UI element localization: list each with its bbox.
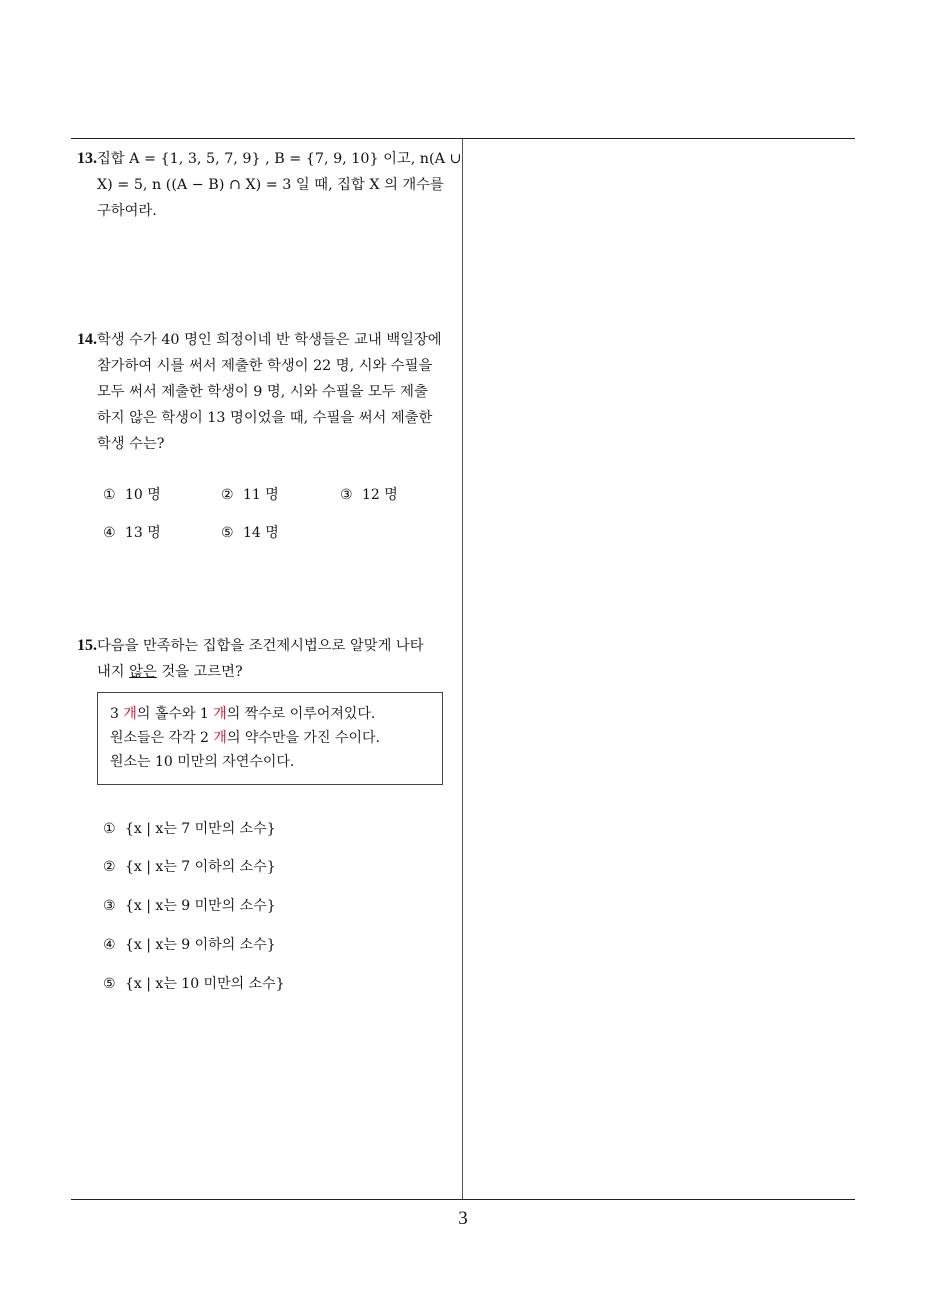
choice-mark: ③ <box>340 487 353 503</box>
choice-3[interactable] <box>103 895 276 915</box>
choice-mark: ② <box>103 859 116 875</box>
question-text-line: 학생 수는? <box>97 436 165 452</box>
choice-mark: ⑤ <box>103 976 116 992</box>
emphasis-underline: 않은 <box>129 664 157 680</box>
question-text-line: X) = 5, n ((A − B) ∩ X) = 3 일 때, 집합 X 의 개수를 <box>97 177 444 193</box>
choice-text: {x | x는 9 이하의 소수} <box>125 937 276 953</box>
condition-line-3: 원소는 10 미만의 자연수이다. <box>110 754 295 770</box>
question-number: 13. <box>77 150 97 167</box>
choice-1[interactable] <box>103 818 276 838</box>
choice-text: 11 명 <box>243 487 279 503</box>
choice-mark: ① <box>103 821 116 837</box>
question-text: 것을 고르면? <box>156 664 243 680</box>
choice-text: {x | x는 9 미만의 소수} <box>125 898 276 914</box>
question-number: 14. <box>77 331 97 348</box>
choice-text: {x | x는 7 이하의 소수} <box>125 859 276 875</box>
question-text-line: 집합 A = {1, 3, 5, 7, 9} , B = {7, 9, 10} 이고, n(A ∪ <box>97 151 462 167</box>
choice-mark: ④ <box>103 525 116 541</box>
question-text-line: 하지 않은 학생이 13 명이었을 때, 수필을 써서 제출한 <box>97 410 433 426</box>
column-divider <box>462 139 463 1200</box>
page-number: 3 <box>458 1208 468 1229</box>
condition-line-1: 3 개의 홀수와 1 개의 짝수로 이루어져있다. <box>110 706 376 722</box>
choice-mark: ② <box>221 487 234 503</box>
choice-text: {x | x는 10 미만의 소수} <box>125 976 285 992</box>
choice-2[interactable] <box>221 484 279 504</box>
choice-mark: ① <box>103 487 116 503</box>
choice-4[interactable] <box>103 934 276 954</box>
condition-box <box>97 692 443 785</box>
choice-text: 12 명 <box>362 487 398 503</box>
bottom-rule <box>71 1199 855 1200</box>
question-text: 내지 <box>97 664 130 680</box>
choice-text: 10 명 <box>125 487 161 503</box>
question-text-line: 다음을 만족하는 집합을 조건제시법으로 알맞게 나타 <box>97 638 424 654</box>
choice-text: {x | x는 7 미만의 소수} <box>125 821 276 837</box>
top-rule <box>71 138 855 139</box>
question-text-line: 모두 써서 제출한 학생이 9 명, 시와 수필을 모두 제출 <box>97 384 428 400</box>
choice-3[interactable] <box>340 484 398 504</box>
condition-line-2: 원소들은 각각 2 개의 약수만을 가진 수이다. <box>110 730 380 746</box>
choice-mark: ④ <box>103 937 116 953</box>
choice-1[interactable] <box>103 484 161 504</box>
question-13 <box>77 146 462 224</box>
question-text-line: 학생 수가 40 명인 희정이네 반 학생들은 교내 백일장에 <box>97 332 442 348</box>
choice-mark: ③ <box>103 898 116 914</box>
choice-4[interactable] <box>103 522 161 542</box>
choice-mark: ⑤ <box>221 525 234 541</box>
question-14 <box>77 327 457 457</box>
question-15 <box>77 633 457 685</box>
question-number: 15. <box>77 637 97 654</box>
choice-5[interactable] <box>221 522 279 542</box>
choice-5[interactable] <box>103 973 285 993</box>
question-text-line: 구하여라. <box>97 203 157 219</box>
choice-2[interactable] <box>103 856 276 876</box>
choice-text: 13 명 <box>125 525 161 541</box>
question-text-line: 참가하여 시를 써서 제출한 학생이 22 명, 시와 수필을 <box>97 358 433 374</box>
choice-text: 14 명 <box>243 525 279 541</box>
